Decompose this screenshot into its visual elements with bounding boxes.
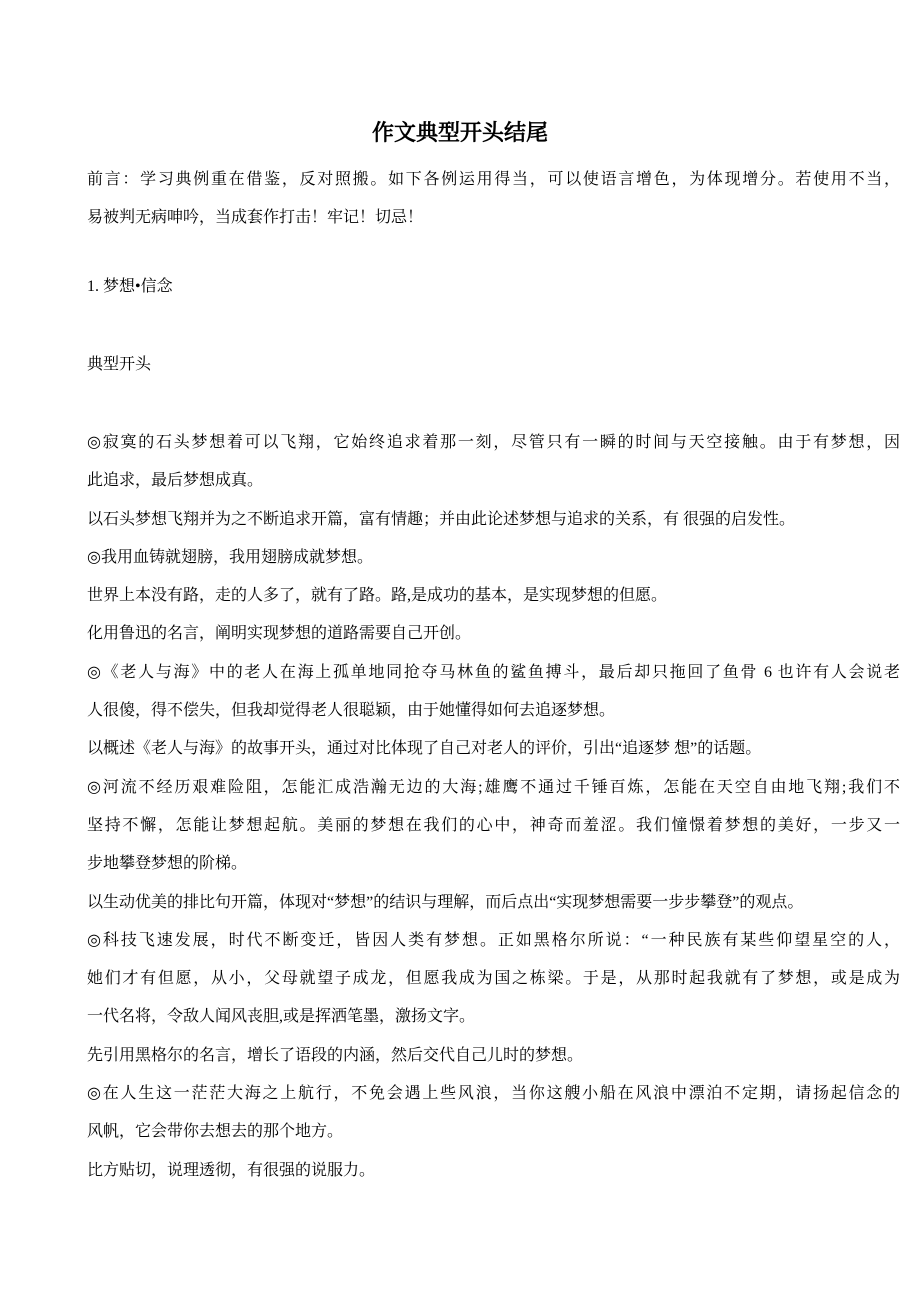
text-line: 一代名将，令敌人闻风丧胆,或是挥洒笔墨，激扬文字。 xyxy=(87,1008,476,1026)
preface-paragraph xyxy=(87,161,900,238)
text-line: ◎河流不经历艰难险阻，怎能汇成浩瀚无边的大海;雄鹰不通过千锤百炼，怎能在天空自由地飞翔;我们不 xyxy=(87,778,900,796)
text-line: ◎《老人与海》中的老人在海上孤单地同抢夺马林鱼的鲨鱼搏斗，最后却只拖回了鱼骨 6 也许有人会说老 xyxy=(87,663,900,681)
text-line: 以石头梦想飞翔并为之不断追求开篇，富有情趣；并由此论述梦想与追求的关系，有 很强的启发性。 xyxy=(87,510,796,528)
text-line: ◎我用血铸就翅膀，我用翅膀成就梦想。 xyxy=(87,548,373,566)
text-line: 以生动优美的排比句开篇，体现对“梦想”的结识与理解，而后点出“实现梦想需要一步步攀登”的观点。 xyxy=(87,893,804,911)
text-line: 易被判无病呻吟，当成套作打击！牢记！切忌！ xyxy=(87,209,424,227)
text-line: ◎在人生这一茫茫大海之上航行，不免会遇上些风浪，当你这艘小船在风浪中漂泊不定期，请扬起信念的 xyxy=(87,1085,900,1103)
text-line: ◎寂寞的石头梦想着可以飞翔，它始终追求着那一刻，尽管只有一瞬的时间与天空接触。由于有梦想，因 xyxy=(87,434,900,451)
document-title: 作文典型开头结尾 xyxy=(371,120,548,145)
text-line: 世界上本没有路，走的人多了，就有了路。路,是成功的基本，是实现梦想的但愿。 xyxy=(87,587,668,605)
text-line: ◎科技飞速发展，时代不断变迁，皆因人类有梦想。正如黑格尔所说：“一种民族有某些仰望星空的人， xyxy=(87,931,900,949)
text-line: 此追求，最后梦想成真。 xyxy=(87,472,264,490)
body-paragraphs xyxy=(87,424,900,1190)
text-line: 步地攀登梦想的阶梯。 xyxy=(87,855,248,873)
text-line: 风帆，它会带你去想去的那个地方。 xyxy=(87,1123,344,1141)
text-line: 比方贴切，说理透彻，有很强的说服力。 xyxy=(87,1161,376,1179)
text-line: 化用鲁迅的名言，阐明实现梦想的道路需要自己开创。 xyxy=(87,625,472,643)
section-heading: 1. 梦想•信念 xyxy=(87,278,173,295)
text-line: 以概述《老人与海》的故事开头，通过对比体现了自己对老人的评价，引出“追逐梦 想”的话题。 xyxy=(87,740,762,758)
text-line: 她们才有但愿，从小，父母就望子成龙，但愿我成为国之栋梁。于是，从那时起我就有了梦想，或是成为 xyxy=(87,970,900,988)
text-line: 先引用黑格尔的名言，增长了语段的内涵，然后交代自己儿时的梦想。 xyxy=(87,1046,584,1064)
subsection-heading: 典型开头 xyxy=(87,356,152,373)
text-line: 人很傻，得不偿失，但我却觉得老人很聪颖，由于她懂得如何去追逐梦想。 xyxy=(87,702,616,720)
text-line: 坚持不懈，怎能让梦想起航。美丽的梦想在我们的心中，神奇而羞涩。我们憧憬着梦想的美好，一步又一 xyxy=(87,816,900,834)
text-line: 前言：学习典例重在借鉴，反对照搬。如下各例运用得当，可以使语言增色，为体现增分。若使用不当， xyxy=(87,171,900,188)
